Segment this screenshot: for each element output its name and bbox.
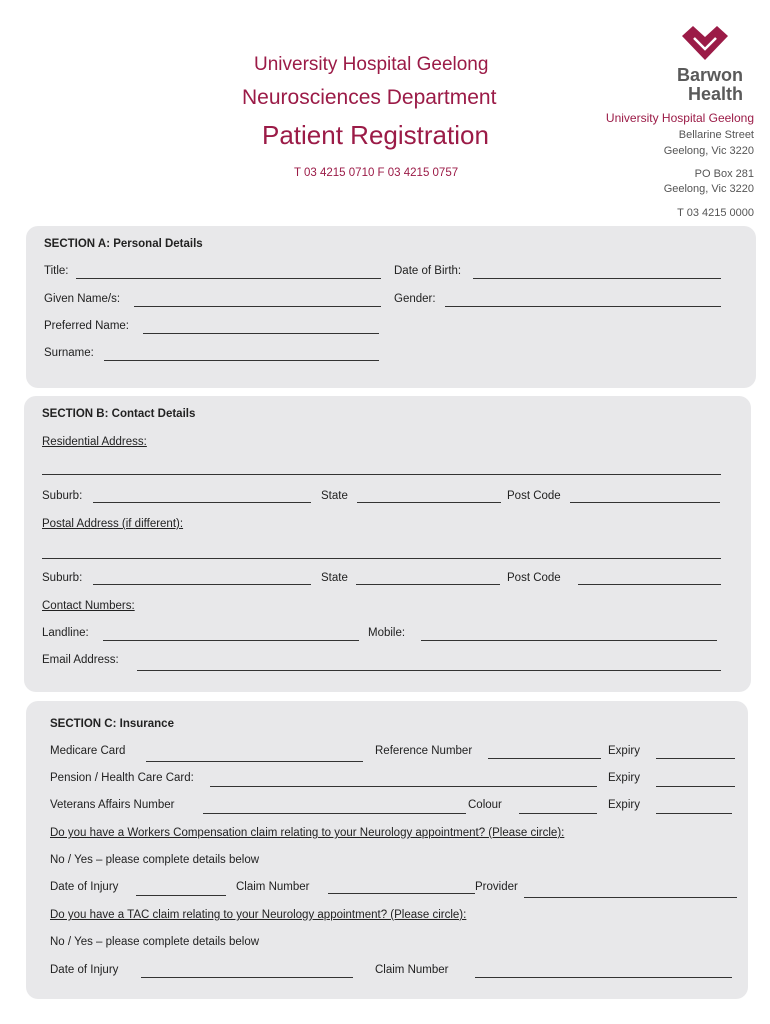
address-po-suburb: Geelong, Vic 3220 — [663, 183, 754, 195]
section-a-personal-details — [26, 226, 756, 388]
contact-numbers-label: Contact Numbers: — [42, 600, 135, 612]
postal-address-label: Postal Address (if different): — [42, 518, 184, 530]
address-name: University Hospital Geelong — [605, 111, 754, 125]
title-field[interactable] — [76, 278, 381, 279]
residential-postcode-label: Post Code — [507, 490, 561, 502]
residential-suburb-field[interactable] — [93, 502, 311, 503]
pension-expiry-field[interactable] — [656, 786, 735, 787]
tac-no-yes[interactable]: No / Yes – please complete details below — [50, 936, 260, 948]
mobile-label: Mobile: — [368, 627, 406, 639]
workers-date-injury-field[interactable] — [136, 895, 226, 896]
colour-label: Colour — [468, 799, 502, 811]
surname-label: Surname: — [44, 347, 94, 359]
tac-claim-number-label: Claim Number — [375, 964, 449, 976]
residential-state-field[interactable] — [357, 502, 501, 503]
workers-comp-question: Do you have a Workers Compensation claim relating to your Neurology appointment? (Please circle): — [50, 827, 565, 839]
barwon-health-logo-icon — [680, 24, 730, 62]
postal-suburb-label: Suburb: — [42, 572, 83, 584]
dob-label: Date of Birth: — [394, 265, 462, 277]
given-name-field[interactable] — [134, 306, 381, 307]
department-phone: T 03 4215 0710 F 03 4215 0757 — [294, 167, 459, 179]
address-suburb: Geelong, Vic 3220 — [663, 145, 754, 157]
postal-postcode-label: Post Code — [507, 572, 561, 584]
postal-state-field[interactable] — [356, 584, 500, 585]
section-a-heading: SECTION A: Personal Details — [44, 238, 203, 250]
workers-provider-label: Provider — [475, 881, 518, 893]
pension-card-field[interactable] — [210, 786, 597, 787]
residential-state-label: State — [321, 490, 348, 502]
tac-question: Do you have a TAC claim relating to your Neurology appointment? (Please circle): — [50, 909, 467, 921]
postal-address-field[interactable] — [42, 558, 721, 559]
postal-postcode-field[interactable] — [578, 584, 721, 585]
preferred-name-label: Preferred Name: — [44, 320, 130, 332]
logo-text-health: Health — [687, 84, 743, 104]
workers-comp-no-yes[interactable]: No / Yes – please complete details below — [50, 854, 260, 866]
preferred-name-field[interactable] — [143, 333, 379, 334]
reference-number-field[interactable] — [488, 758, 601, 759]
medicare-expiry-field[interactable] — [656, 758, 735, 759]
reference-number-label: Reference Number — [375, 745, 473, 757]
residential-address-field[interactable] — [42, 474, 721, 475]
colour-field[interactable] — [519, 813, 597, 814]
residential-postcode-field[interactable] — [570, 502, 720, 503]
veterans-label: Veterans Affairs Number — [50, 799, 175, 811]
address-po-box: PO Box 281 — [694, 168, 754, 180]
postal-state-label: State — [321, 572, 348, 584]
workers-provider-field[interactable] — [524, 897, 737, 898]
veterans-field[interactable] — [203, 813, 466, 814]
department-name: Neurosciences Department — [242, 86, 497, 109]
tac-date-injury-label: Date of Injury — [50, 964, 119, 976]
tac-claim-number-field[interactable] — [475, 977, 732, 978]
pension-expiry-label: Expiry — [608, 772, 640, 784]
email-field[interactable] — [137, 670, 721, 671]
logo-text-barwon: Barwon — [676, 65, 743, 85]
gender-field[interactable] — [445, 306, 721, 307]
dob-field[interactable] — [473, 278, 721, 279]
workers-date-injury-label: Date of Injury — [50, 881, 119, 893]
veterans-expiry-field[interactable] — [656, 813, 732, 814]
medicare-label: Medicare Card — [50, 745, 126, 757]
residential-address-label: Residential Address: — [42, 436, 147, 448]
veterans-expiry-label: Expiry — [608, 799, 640, 811]
gender-label: Gender: — [394, 293, 436, 305]
mobile-field[interactable] — [421, 640, 717, 641]
workers-claim-number-label: Claim Number — [236, 881, 310, 893]
title-label: Title: — [44, 265, 69, 277]
pension-card-label: Pension / Health Care Card: — [50, 772, 194, 784]
postal-suburb-field[interactable] — [93, 584, 311, 585]
medicare-field[interactable] — [146, 761, 363, 762]
section-c-heading: SECTION C: Insurance — [50, 718, 174, 730]
residential-suburb-label: Suburb: — [42, 490, 83, 502]
email-label: Email Address: — [42, 654, 119, 666]
landline-field[interactable] — [103, 640, 359, 641]
tac-date-injury-field[interactable] — [141, 977, 353, 978]
medicare-expiry-label: Expiry — [608, 745, 640, 757]
address-street: Bellarine Street — [678, 129, 754, 141]
surname-field[interactable] — [104, 360, 379, 361]
section-b-heading: SECTION B: Contact Details — [42, 408, 196, 420]
landline-label: Landline: — [42, 627, 89, 639]
address-phone: T 03 4215 0000 — [677, 207, 754, 219]
form-title: Patient Registration — [262, 120, 489, 150]
given-name-label: Given Name/s: — [44, 293, 121, 305]
workers-claim-number-field[interactable] — [328, 893, 475, 894]
hospital-name: University Hospital Geelong — [254, 54, 489, 75]
